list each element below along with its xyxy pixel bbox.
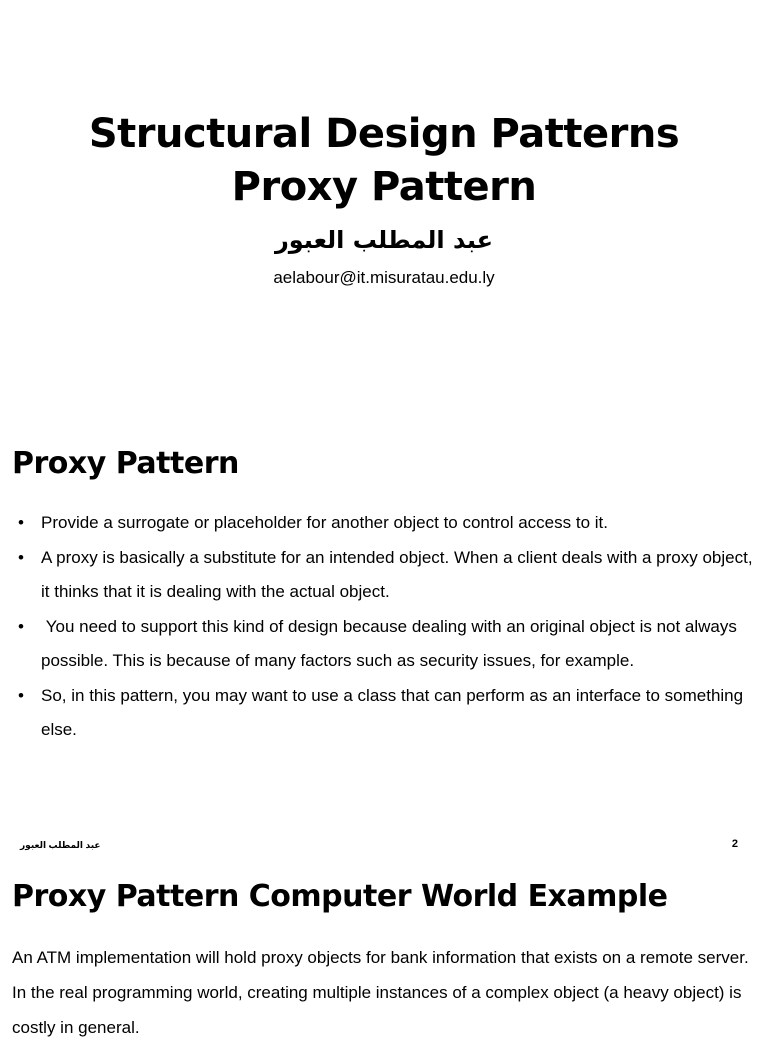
example-paragraph: An ATM implementation will hold proxy objects for bank information that exists on a remote server. In the real programming world, creating multiple instances of a complex object (a heavy object) is costly in general. [12, 948, 749, 1037]
list-item [18, 506, 754, 541]
title-line-1: Structural Design Patterns [88, 111, 680, 157]
bullet-icon: • [18, 547, 24, 567]
computer-world-example-heading: Proxy Pattern Computer World Example [12, 879, 668, 914]
list-item-text: You need to support this kind of design because dealing with an original object is not always possible. This is because of many factors such as security issues, for example. [41, 616, 742, 670]
author-name-arabic: عبد المطلب العبور [274, 226, 494, 254]
title-line-2: Proxy Pattern [231, 164, 537, 210]
title-block [0, 108, 768, 214]
bullet-list [18, 506, 754, 748]
list-item-text: A proxy is basically a substitute for an intended object. When a client deals with a proxy object, it thinks that it is dealing with the actual object. [41, 547, 753, 601]
author-email: aelabour@it.misuratau.edu.ly [273, 268, 495, 287]
list-item [18, 610, 754, 679]
bullet-icon: • [18, 685, 24, 705]
list-item [18, 541, 754, 610]
bullet-icon: • [18, 616, 24, 636]
proxy-pattern-heading: Proxy Pattern [12, 446, 239, 481]
list-item-text: Provide a surrogate or placeholder for another object to control access to it. [41, 513, 608, 532]
footer-author-arabic: عبد المطلب العبور [20, 840, 101, 850]
bullet-icon: • [18, 513, 24, 532]
page-number: 2 [731, 838, 738, 850]
list-item-text: So, in this pattern, you may want to use a class that can perform as an interface to something else. [41, 685, 744, 739]
list-item [18, 679, 754, 748]
